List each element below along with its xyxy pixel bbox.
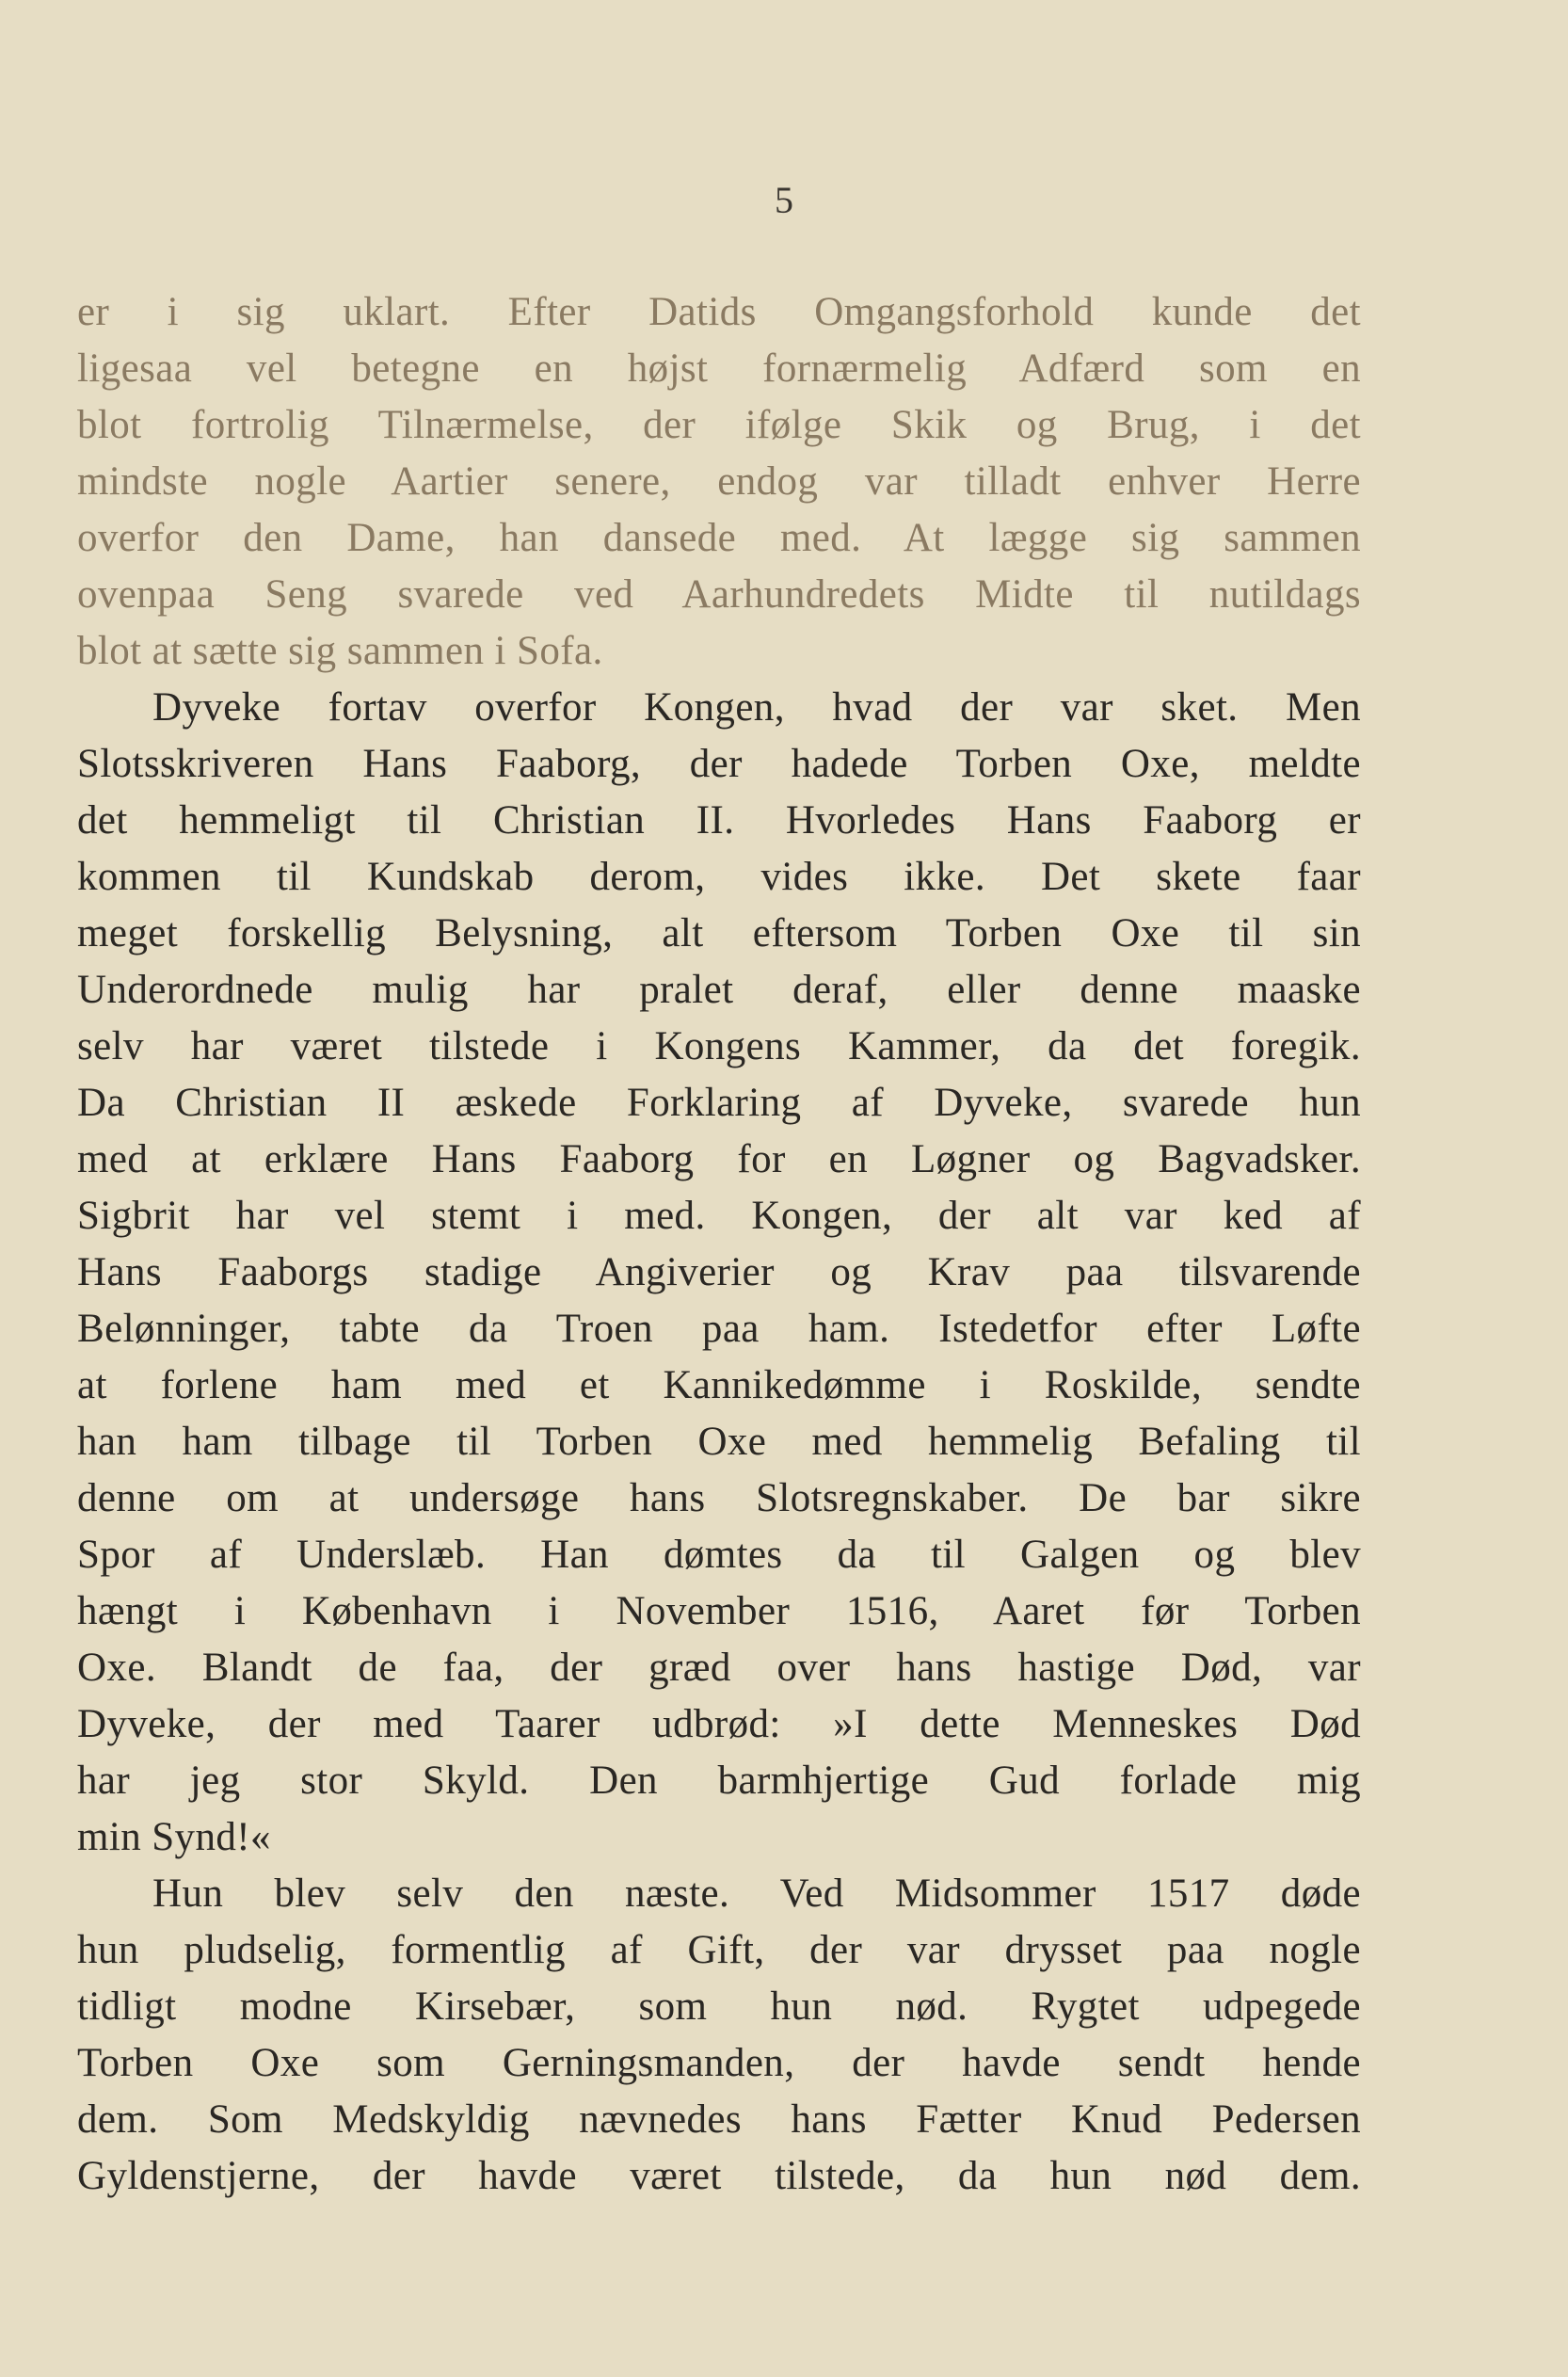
text-line: denne om at undersøge hans Slotsregnskaber. De bar sikre — [77, 1476, 1361, 1520]
text-line: Dyveke, der med Taarer udbrød: »I dette Menneskes Død — [77, 1702, 1361, 1746]
text-line: Oxe. Blandt de faa, der græd over hans hastige Død, var — [77, 1646, 1361, 1690]
text-line: ligesaa vel betegne en højst fornærmelig Adfærd som en — [77, 346, 1361, 391]
text-line: at forlene ham med et Kannikedømme i Roskilde, sendte — [77, 1363, 1361, 1407]
text-line: blot fortrolig Tilnærmelse, der ifølge Skik og Brug, i det — [77, 403, 1361, 447]
text-line: Slotsskriveren Hans Faaborg, der hadede Torben Oxe, meldte — [77, 742, 1361, 786]
text-line: min Synd!« — [77, 1815, 271, 1859]
text-line: blot at sætte sig sammen i Sofa. — [77, 629, 603, 673]
text-line: meget forskellig Belysning, alt eftersom Torben Oxe til sin — [77, 911, 1361, 956]
text-line: tidligt modne Kirsebær, som hun nød. Rygtet udpegede — [77, 1984, 1361, 2029]
text-line: hængt i København i November 1516, Aaret før Torben — [77, 1589, 1361, 1633]
text-line: overfor den Dame, han dansede med. At lægge sig sammen — [77, 516, 1361, 560]
text-line: kommen til Kundskab derom, vides ikke. Det skete faar — [77, 855, 1361, 899]
text-line: Hans Faaborgs stadige Angiverier og Krav paa tilsvarende — [77, 1250, 1361, 1294]
text-line: Belønninger, tabte da Troen paa ham. Istedetfor efter Løfte — [77, 1307, 1361, 1351]
text-line: er i sig uklart. Efter Datids Omgangsforhold kunde det — [77, 290, 1361, 334]
text-line: Hun blev selv den næste. Ved Midsommer 1517 døde — [152, 1871, 1361, 1916]
text-line: Spor af Underslæb. Han dømtes da til Galgen og blev — [77, 1533, 1361, 1577]
text-line: dem. Som Medskyldig nævnedes hans Fætter Knud Pedersen — [77, 2097, 1361, 2142]
page-number: 5 — [775, 179, 793, 221]
text-line: med at erklære Hans Faaborg for en Løgner og Bagvadsker. — [77, 1137, 1361, 1181]
text-line: Torben Oxe som Gerningsmanden, der havde sendt hende — [77, 2041, 1361, 2085]
text-line: Dyveke fortav overfor Kongen, hvad der var sket. Men — [152, 685, 1361, 730]
text-line: selv har været tilstede i Kongens Kammer, da det foregik. — [77, 1024, 1361, 1068]
text-line: han ham tilbage til Torben Oxe med hemmelig Befaling til — [77, 1420, 1361, 1464]
text-line: ovenpaa Seng svarede ved Aarhundredets Midte til nutildags — [77, 572, 1361, 617]
text-line: Gyldenstjerne, der havde været tilstede, da hun nød dem. — [77, 2154, 1361, 2198]
text-line: hun pludselig, formentlig af Gift, der var drysset paa nogle — [77, 1928, 1361, 1972]
text-line: Underordnede mulig har pralet deraf, eller denne maaske — [77, 968, 1361, 1012]
text-line: det hemmeligt til Christian II. Hvorledes Hans Faaborg er — [77, 798, 1361, 843]
text-line: har jeg stor Skyld. Den barmhjertige Gud forlade mig — [77, 1759, 1361, 1803]
text-line: Da Christian II æskede Forklaring af Dyveke, svarede hun — [77, 1081, 1361, 1125]
text-line: mindste nogle Aartier senere, endog var tilladt enhver Herre — [77, 459, 1361, 504]
text-line: Sigbrit har vel stemt i med. Kongen, der alt var ked af — [77, 1194, 1361, 1238]
